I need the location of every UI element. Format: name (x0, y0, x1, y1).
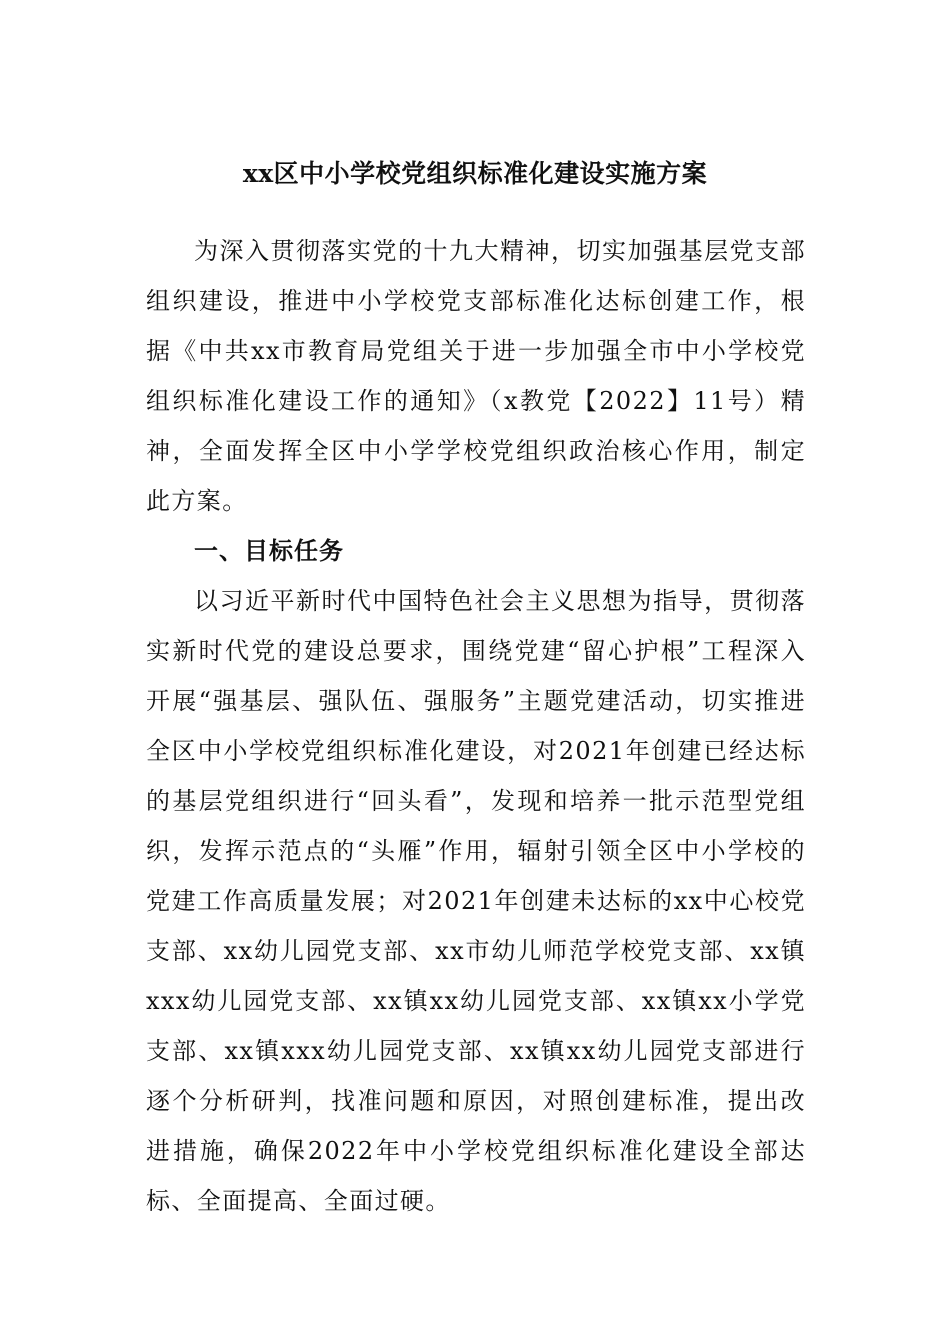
document-title: xx区中小学校党组织标准化建设实施方案 (242, 159, 708, 188)
section-1-heading: 一、目标任务 (194, 537, 344, 565)
section-1-paragraph: 以习近平新时代中国特色社会主义思想为指导，贯彻落实新时代党的建设总要求，围绕党建“留心护根”工程深入开展“强基层、强队伍、强服务”主题党建活动，切实推进全区中小学校党组织标准化建设，对2021年创建已经达标的基层党组织进行“回头看”，发现和培养一批示范型党组织，发挥示范点的“头雁”作用，辐射引领全区中小学校的党建工作高质量发展；对2021年创建未达标的xx中心校党支部、xx幼儿园党支部、xx市幼儿师范学校党支部、xx镇xxx幼儿园党支部、xx镇xx幼儿园党支部、xx镇xx小学党支部、xx镇xxx幼儿园党支部、xx镇xx幼儿园党支部进行逐个分析研判，找准问题和原因，对照创建标准，提出改进措施，确保2022年中小学校党组织标准化建设全部达标、全面提高、全面过硬。 (146, 587, 806, 1215)
intro-paragraph: 为深入贯彻落实党的十九大精神，切实加强基层党支部组织建设，推进中小学校党支部标准化达标创建工作，根据《中共xx市教育局党组关于进一步加强全市中小学校党组织标准化建设工作的通知》（x教党【2022】11号）精神，全面发挥全区中小学学校党组织政治核心作用，制定此方案。 (146, 237, 806, 515)
